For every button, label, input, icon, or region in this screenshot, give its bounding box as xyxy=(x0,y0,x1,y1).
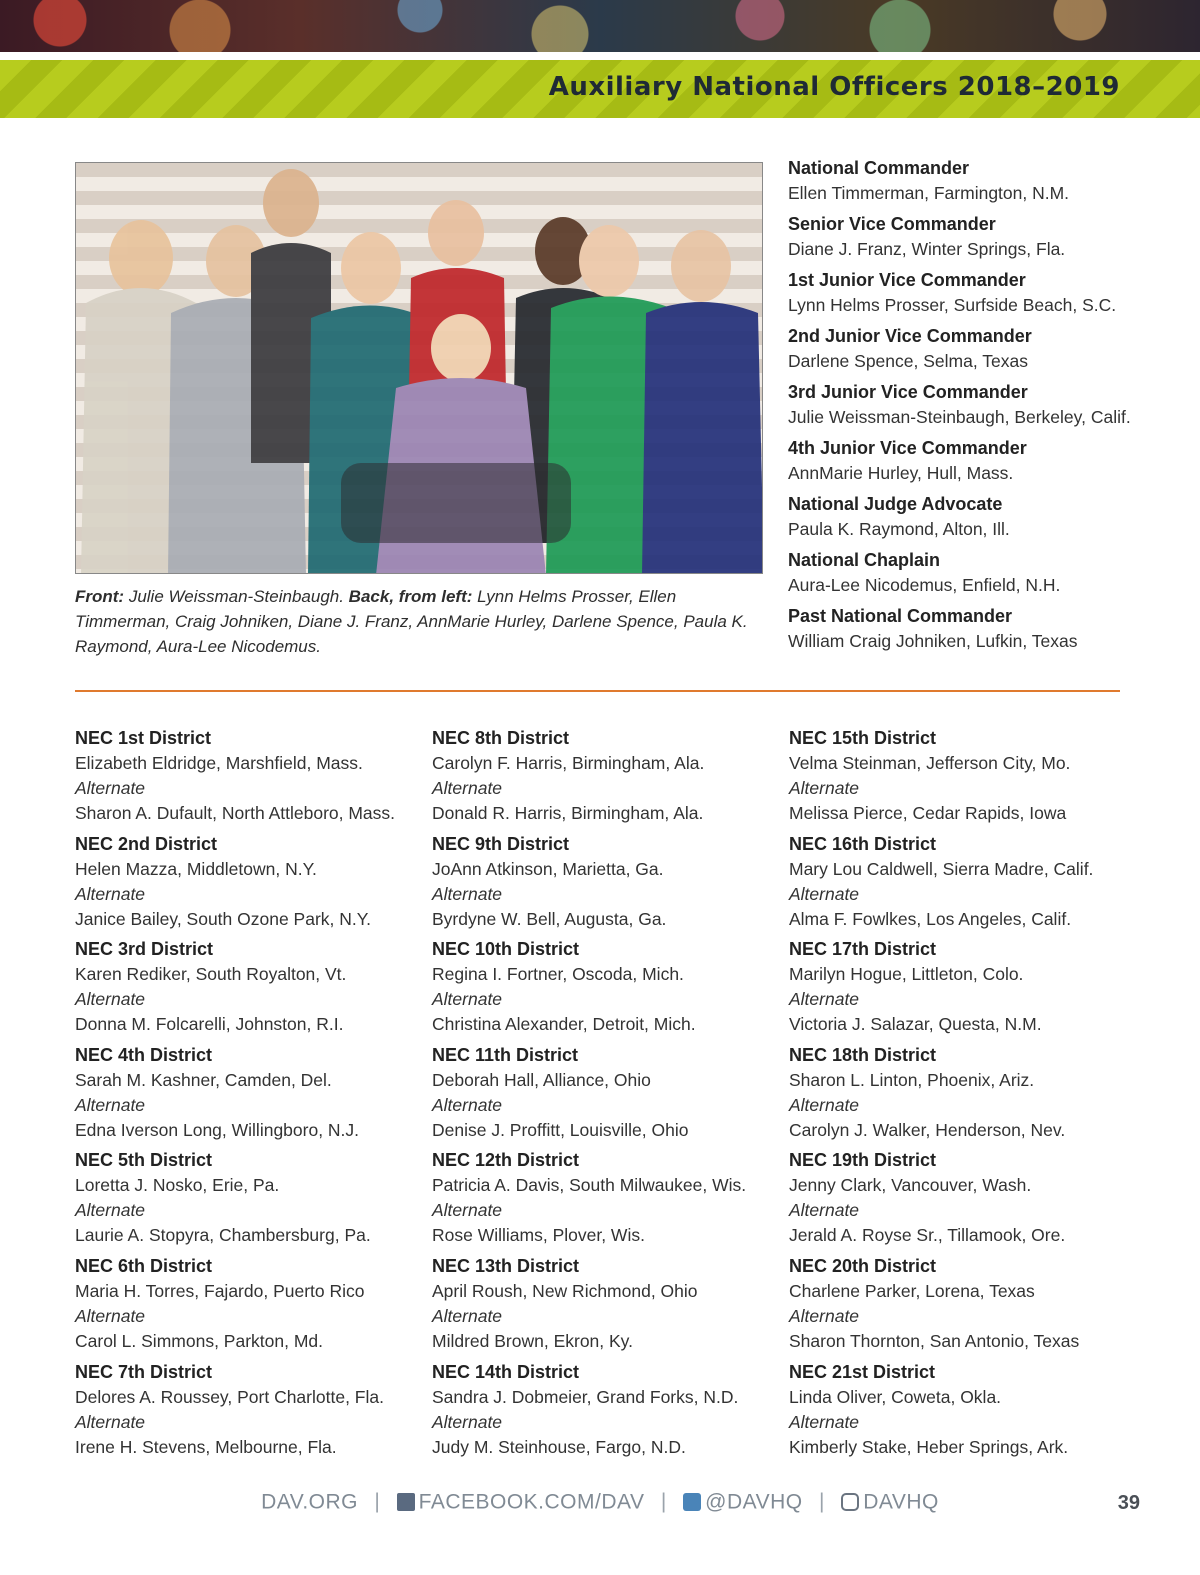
district-entry xyxy=(432,1360,777,1466)
district-alternate: Rose Williams, Plover, Wis. xyxy=(432,1225,645,1246)
district-title: NEC 12th District xyxy=(432,1150,580,1171)
alternate-label: Alternate xyxy=(75,989,146,1010)
district-entry xyxy=(432,937,777,1043)
caption-front-label: Front: xyxy=(75,587,125,606)
district-member: Helen Mazza, Middletown, N.Y. xyxy=(75,858,317,879)
alternate-label: Alternate xyxy=(789,883,860,904)
alternate-label: Alternate xyxy=(75,1094,146,1115)
district-alternate: Victoria J. Salazar, Questa, N.M. xyxy=(789,1014,1042,1035)
group-photo-illustration xyxy=(76,163,763,574)
district-title: NEC 8th District xyxy=(432,728,570,748)
district-alternate: Denise J. Proffitt, Louisville, Ohio xyxy=(432,1119,689,1140)
district-entry xyxy=(789,937,1134,1043)
officer-name: Diane J. Franz, Winter Springs, Fla. xyxy=(788,239,1066,259)
alternate-label: Alternate xyxy=(75,778,146,798)
alternate-label: Alternate xyxy=(75,1200,146,1221)
district-column-2 xyxy=(432,726,777,1465)
officer-role: National Judge Advocate xyxy=(788,494,1003,514)
district-alternate: Alma F. Fowlkes, Los Angeles, Calif. xyxy=(789,908,1072,929)
district-title: NEC 2nd District xyxy=(75,833,218,854)
district-alternate: Kimberly Stake, Heber Springs, Ark. xyxy=(789,1436,1069,1457)
district-entry xyxy=(75,1148,420,1254)
officer-name: William Craig Johniken, Lufkin, Texas xyxy=(788,631,1078,651)
district-member: Maria H. Torres, Fajardo, Puerto Rico xyxy=(75,1280,365,1301)
section-divider xyxy=(75,690,1120,692)
district-alternate: Sharon A. Dufault, North Attleboro, Mass. xyxy=(75,803,396,823)
district-member: Charlene Parker, Lorena, Texas xyxy=(789,1280,1035,1301)
alternate-label: Alternate xyxy=(789,989,860,1010)
officer-entry xyxy=(788,324,1148,374)
district-alternate: Donna M. Folcarelli, Johnston, R.I. xyxy=(75,1014,344,1035)
district-title: NEC 17th District xyxy=(789,939,937,960)
district-member: Patricia A. Davis, South Milwaukee, Wis. xyxy=(432,1175,747,1196)
district-title: NEC 7th District xyxy=(75,1361,213,1382)
district-member: Loretta J. Nosko, Erie, Pa. xyxy=(75,1175,280,1196)
district-entry xyxy=(432,1254,777,1360)
district-member: Deborah Hall, Alliance, Ohio xyxy=(432,1069,651,1090)
district-entry xyxy=(789,1043,1134,1149)
district-entry xyxy=(789,832,1134,938)
photo-caption xyxy=(75,584,755,659)
district-alternate: Edna Iverson Long, Willingboro, N.J. xyxy=(75,1119,360,1140)
district-alternate: Melissa Pierce, Cedar Rapids, Iowa xyxy=(789,803,1067,823)
footer-twitter-link[interactable]: @DAVHQ xyxy=(705,1490,803,1514)
footer-site-link[interactable]: DAV.ORG xyxy=(261,1490,358,1514)
alternate-label: Alternate xyxy=(432,1094,503,1115)
district-member: Karen Rediker, South Royalton, Vt. xyxy=(75,964,347,985)
officer-entry xyxy=(788,492,1148,542)
officer-entry xyxy=(788,268,1148,318)
district-member: Carolyn F. Harris, Birmingham, Ala. xyxy=(432,753,705,773)
district-title: NEC 6th District xyxy=(75,1255,213,1276)
alternate-label: Alternate xyxy=(789,778,860,798)
district-member: Mary Lou Caldwell, Sierra Madre, Calif. xyxy=(789,858,1094,879)
district-title: NEC 16th District xyxy=(789,833,937,854)
caption-front-text: Julie Weissman-Steinbaugh. xyxy=(124,587,349,606)
district-column-3 xyxy=(789,726,1134,1465)
district-alternate: Laurie A. Stopyra, Chambersburg, Pa. xyxy=(75,1225,371,1246)
district-entry xyxy=(75,1360,420,1466)
district-title: NEC 10th District xyxy=(432,939,580,960)
district-alternate: Christina Alexander, Detroit, Mich. xyxy=(432,1014,696,1035)
facebook-icon xyxy=(397,1493,415,1511)
district-title: NEC 1st District xyxy=(75,728,212,748)
officer-name: Ellen Timmerman, Farmington, N.M. xyxy=(788,183,1070,203)
officer-name: Aura-Lee Nicodemus, Enfield, N.H. xyxy=(788,575,1061,595)
alternate-label: Alternate xyxy=(75,883,146,904)
alternate-label: Alternate xyxy=(432,989,503,1010)
district-title: NEC 5th District xyxy=(75,1150,213,1171)
district-title: NEC 11th District xyxy=(432,1044,579,1065)
footer-separator: | xyxy=(374,1490,381,1514)
footer-separator: | xyxy=(818,1490,825,1514)
district-title: NEC 19th District xyxy=(789,1150,937,1171)
officer-entry xyxy=(788,436,1148,486)
alternate-label: Alternate xyxy=(789,1200,860,1221)
district-entry xyxy=(75,937,420,1043)
officer-name: Paula K. Raymond, Alton, Ill. xyxy=(788,519,1010,539)
district-member: Jenny Clark, Vancouver, Wash. xyxy=(789,1175,1032,1196)
district-entry xyxy=(432,1148,777,1254)
officer-name: AnnMarie Hurley, Hull, Mass. xyxy=(788,463,1014,483)
district-title: NEC 21st District xyxy=(789,1361,936,1382)
district-entry xyxy=(432,832,777,938)
district-title: NEC 15th District xyxy=(789,728,937,748)
district-alternate: Judy M. Steinhouse, Fargo, N.D. xyxy=(432,1436,686,1457)
district-title: NEC 9th District xyxy=(432,833,570,854)
national-officers-list xyxy=(788,156,1148,660)
caption-back-label: Back, from left: xyxy=(348,587,473,606)
group-photo xyxy=(75,162,763,574)
officer-entry xyxy=(788,212,1148,262)
alternate-label: Alternate xyxy=(432,883,503,904)
district-title: NEC 20th District xyxy=(789,1255,937,1276)
page-title: Auxiliary National Officers 2018–2019 xyxy=(548,72,1120,102)
district-member: JoAnn Atkinson, Marietta, Ga. xyxy=(432,858,664,879)
alternate-label: Alternate xyxy=(432,1200,503,1221)
alternate-label: Alternate xyxy=(789,1411,860,1432)
district-member: Sandra J. Dobmeier, Grand Forks, N.D. xyxy=(432,1386,739,1407)
district-entry xyxy=(789,726,1134,832)
alternate-label: Alternate xyxy=(432,1411,503,1432)
officer-entry xyxy=(788,380,1148,430)
district-member: Sharon L. Linton, Phoenix, Ariz. xyxy=(789,1069,1035,1090)
page-number: 39 xyxy=(1117,1492,1140,1514)
caption-back-text: Lynn Helms Prosser, Ellen Timmerman, Craig Johniken, Diane J. Franz, AnnMarie Hurley, Darlene Spence, Paula K. Raymond, Aura-Lee Nicodemus. xyxy=(75,587,748,656)
officer-entry xyxy=(788,604,1148,654)
district-alternate: Mildred Brown, Ekron, Ky. xyxy=(432,1330,633,1351)
district-member: Linda Oliver, Coweta, Okla. xyxy=(789,1386,1002,1407)
district-member: Delores A. Roussey, Port Charlotte, Fla. xyxy=(75,1386,384,1407)
district-alternate: Byrdyne W. Bell, Augusta, Ga. xyxy=(432,908,667,929)
district-entry xyxy=(75,1043,420,1149)
officer-role: 3rd Junior Vice Commander xyxy=(788,382,1028,402)
footer-facebook-link[interactable]: FACEBOOK.COM/DAV xyxy=(418,1490,645,1514)
district-member: Regina I. Fortner, Oscoda, Mich. xyxy=(432,964,684,985)
district-alternate: Donald R. Harris, Birmingham, Ala. xyxy=(432,803,704,823)
officer-role: Past National Commander xyxy=(788,606,1013,626)
alternate-label: Alternate xyxy=(789,1094,860,1115)
officer-name: Julie Weissman-Steinbaugh, Berkeley, Calif. xyxy=(788,407,1131,427)
district-entry xyxy=(75,1254,420,1360)
district-member: Velma Steinman, Jefferson City, Mo. xyxy=(789,753,1071,773)
district-entry xyxy=(789,1254,1134,1360)
district-alternate: Carolyn J. Walker, Henderson, Nev. xyxy=(789,1119,1066,1140)
district-alternate: Carol L. Simmons, Parkton, Md. xyxy=(75,1330,323,1351)
district-entry xyxy=(789,1360,1134,1466)
district-member: Marilyn Hogue, Littleton, Colo. xyxy=(789,964,1024,985)
footer xyxy=(0,1490,1200,1520)
officer-role: National Chaplain xyxy=(788,550,941,570)
district-entry xyxy=(75,832,420,938)
district-entry xyxy=(432,726,777,832)
officer-entry xyxy=(788,156,1148,206)
district-alternate: Sharon Thornton, San Antonio, Texas xyxy=(789,1330,1080,1351)
header-banner-image xyxy=(0,0,1200,52)
officer-role: 2nd Junior Vice Commander xyxy=(788,326,1032,346)
alternate-label: Alternate xyxy=(432,1305,503,1326)
alternate-label: Alternate xyxy=(75,1305,146,1326)
district-title: NEC 3rd District xyxy=(75,939,214,960)
footer-separator: | xyxy=(660,1490,667,1514)
district-entry xyxy=(75,726,420,832)
officer-entry xyxy=(788,548,1148,598)
district-alternate: Jerald A. Royse Sr., Tillamook, Ore. xyxy=(789,1225,1066,1246)
district-alternate: Janice Bailey, South Ozone Park, N.Y. xyxy=(75,908,372,929)
officer-role: Senior Vice Commander xyxy=(788,214,996,234)
alternate-label: Alternate xyxy=(789,1305,860,1326)
district-entry xyxy=(789,1148,1134,1254)
alternate-label: Alternate xyxy=(75,1411,146,1432)
district-title: NEC 4th District xyxy=(75,1044,213,1065)
district-title: NEC 18th District xyxy=(789,1044,937,1065)
district-title: NEC 14th District xyxy=(432,1361,580,1382)
alternate-label: Alternate xyxy=(432,778,503,798)
officer-role: 4th Junior Vice Commander xyxy=(788,438,1027,458)
district-title: NEC 13th District xyxy=(432,1255,580,1276)
twitter-icon xyxy=(683,1493,701,1511)
district-member: April Roush, New Richmond, Ohio xyxy=(432,1280,698,1301)
instagram-icon xyxy=(841,1493,859,1511)
district-column-1 xyxy=(75,726,420,1465)
officer-name: Lynn Helms Prosser, Surfside Beach, S.C. xyxy=(788,295,1117,315)
footer-instagram-link[interactable]: DAVHQ xyxy=(863,1490,939,1514)
officer-name: Darlene Spence, Selma, Texas xyxy=(788,351,1028,371)
district-entry xyxy=(432,1043,777,1149)
officer-role: 1st Junior Vice Commander xyxy=(788,270,1026,290)
district-member: Elizabeth Eldridge, Marshfield, Mass. xyxy=(75,753,363,773)
district-alternate: Irene H. Stevens, Melbourne, Fla. xyxy=(75,1436,337,1457)
district-member: Sarah M. Kashner, Camden, Del. xyxy=(75,1069,332,1090)
officer-role: National Commander xyxy=(788,158,970,178)
